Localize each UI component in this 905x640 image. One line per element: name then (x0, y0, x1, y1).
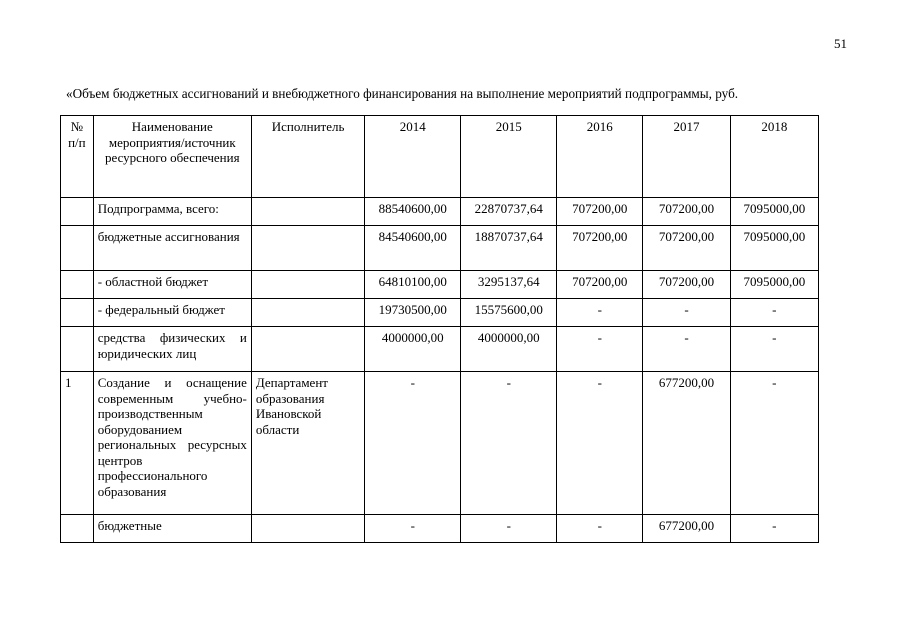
row-value-2016: - (557, 515, 643, 543)
row-value-2014: - (365, 515, 461, 543)
row-value-2017: - (643, 327, 730, 372)
row-value-2017: 707200,00 (643, 226, 730, 271)
table-row (61, 198, 819, 226)
row-value-2016: 707200,00 (557, 226, 643, 271)
row-value-2018: - (730, 327, 818, 372)
header-year-2016: 2016 (557, 116, 643, 198)
row-value-2017: 677200,00 (643, 372, 730, 515)
table-header-row (61, 116, 819, 198)
table-caption: «Объем бюджетных ассигнований и внебюджетного финансирования на выполнение мероприятий подпрограммы, руб. (66, 86, 739, 101)
row-value-2015: 3295137,64 (461, 271, 557, 299)
row-num (61, 198, 94, 226)
row-value-2014: 84540600,00 (365, 226, 461, 271)
row-value-2015: 15575600,00 (461, 299, 557, 327)
row-value-2015: 18870737,64 (461, 226, 557, 271)
header-year-2014: 2014 (365, 116, 461, 198)
page-number: 51 (834, 36, 847, 51)
row-value-2015: - (461, 372, 557, 515)
row-executor (251, 271, 364, 299)
row-value-2018: 7095000,00 (730, 271, 818, 299)
row-value-2015: 4000000,00 (461, 327, 557, 372)
row-name: средства физических и юридических лиц (93, 327, 251, 372)
row-name: Подпрограмма, всего: (93, 198, 251, 226)
header-num: № п/п (61, 116, 94, 198)
header-executor: Исполнитель (251, 116, 364, 198)
row-value-2016: 707200,00 (557, 271, 643, 299)
row-executor: Департамент образования Ивановской области (251, 372, 364, 515)
row-value-2018: 7095000,00 (730, 198, 818, 226)
table-row (61, 271, 819, 299)
budget-table (60, 115, 819, 543)
row-value-2017: 707200,00 (643, 271, 730, 299)
row-executor (251, 226, 364, 271)
row-value-2018: 7095000,00 (730, 226, 818, 271)
table-row (61, 299, 819, 327)
row-value-2017: 677200,00 (643, 515, 730, 543)
row-name: бюджетные ассигнования (93, 226, 251, 271)
row-value-2015: 22870737,64 (461, 198, 557, 226)
row-value-2014: 19730500,00 (365, 299, 461, 327)
row-value-2017: - (643, 299, 730, 327)
row-value-2014: 4000000,00 (365, 327, 461, 372)
row-num: 1 (61, 372, 94, 515)
header-year-2017: 2017 (643, 116, 730, 198)
row-executor (251, 299, 364, 327)
row-value-2015: - (461, 515, 557, 543)
row-name: Создание и оснащение современным учебно-производственным оборудованием региональных ресурсных центров профессионального образования (93, 372, 251, 515)
row-num (61, 299, 94, 327)
row-num (61, 226, 94, 271)
header-year-2018: 2018 (730, 116, 818, 198)
row-value-2018: - (730, 372, 818, 515)
row-num (61, 327, 94, 372)
row-executor (251, 515, 364, 543)
row-name: - федеральный бюджет (93, 299, 251, 327)
table-row (61, 226, 819, 271)
table-row (61, 515, 819, 543)
row-num (61, 271, 94, 299)
row-executor (251, 327, 364, 372)
row-name: бюджетные (93, 515, 251, 543)
header-name: Наименование мероприятия/источник ресурсного обеспечения (93, 116, 251, 198)
row-value-2014: 88540600,00 (365, 198, 461, 226)
row-executor (251, 198, 364, 226)
row-num (61, 515, 94, 543)
row-value-2017: 707200,00 (643, 198, 730, 226)
row-value-2018: - (730, 515, 818, 543)
row-value-2016: - (557, 327, 643, 372)
row-name: - областной бюджет (93, 271, 251, 299)
table-row (61, 327, 819, 372)
row-value-2016: 707200,00 (557, 198, 643, 226)
table-row (61, 372, 819, 515)
header-year-2015: 2015 (461, 116, 557, 198)
row-value-2016: - (557, 299, 643, 327)
row-value-2016: - (557, 372, 643, 515)
row-value-2014: - (365, 372, 461, 515)
row-value-2018: - (730, 299, 818, 327)
row-value-2014: 64810100,00 (365, 271, 461, 299)
